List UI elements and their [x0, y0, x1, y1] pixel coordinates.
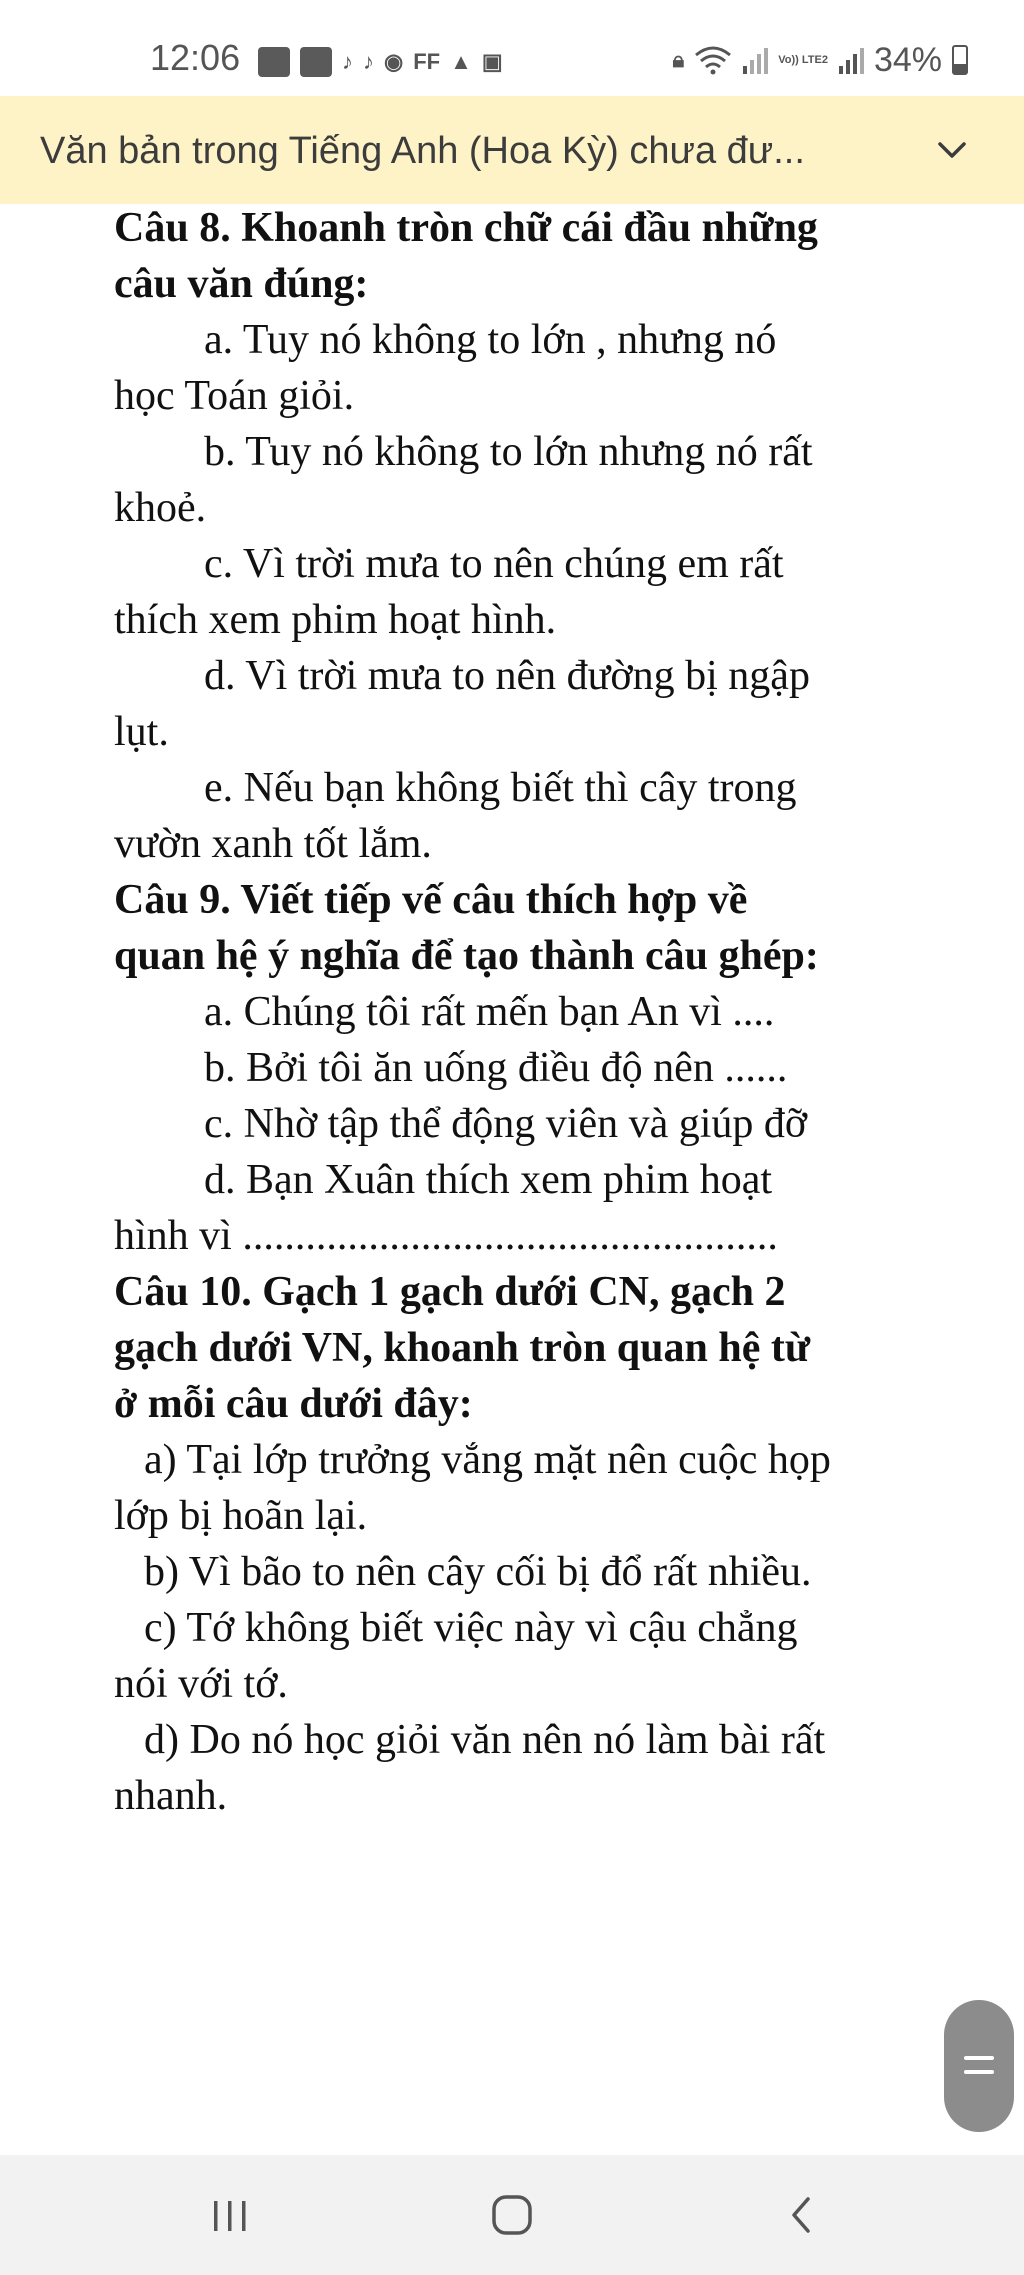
- q8-option-a: học Toán giỏi.: [114, 373, 355, 419]
- lock-icon: 🔒︎: [672, 47, 685, 72]
- vpn-icon: ◉: [384, 49, 404, 74]
- home-icon[interactable]: [482, 2185, 542, 2245]
- q10-title: gạch dưới VN, khoanh tròn quan hệ từ: [114, 1325, 811, 1371]
- q8-title: Câu 8. Khoanh tròn chữ cái đầu những: [114, 205, 818, 251]
- system-icons: [673, 40, 968, 80]
- q8-option-b: b. Tuy nó không to lớn nhưng nó rất: [204, 429, 813, 475]
- q10-sentence-a: a) Tại lớp trưởng vắng mặt nên cuộc họp: [144, 1437, 831, 1483]
- q10-sentence-a: lớp bị hoãn lại.: [114, 1493, 368, 1539]
- signal-icon: [742, 46, 768, 74]
- q9-item-d: hình vì ...................................................: [114, 1213, 778, 1259]
- q8-option-e: vườn xanh tốt lắm.: [114, 821, 432, 867]
- tiktok-icon: ♪: [342, 49, 353, 74]
- signal-icon: [838, 46, 864, 74]
- status-time: 12:06: [150, 37, 241, 78]
- scroll-handle-grip: [964, 2056, 994, 2060]
- q9-title: Câu 9. Viết tiếp vế câu thích hợp về: [114, 877, 748, 923]
- recents-icon[interactable]: [200, 2185, 260, 2245]
- warning-icon: ▲: [450, 49, 472, 74]
- q8-option-c: c. Vì trời mưa to nên chúng em rất: [204, 541, 784, 587]
- image-icon: ▣: [481, 49, 503, 74]
- app-icon: [258, 47, 290, 77]
- q8-option-e: e. Nếu bạn không biết thì cây trong: [204, 765, 797, 811]
- q9-title: quan hệ ý nghĩa để tạo thành câu ghép:: [114, 933, 819, 979]
- q9-item-c: c. Nhờ tập thể động viên và giúp đỡ: [204, 1101, 808, 1147]
- q8-option-c: thích xem phim hoạt hình.: [114, 597, 557, 643]
- navigation-bar: [0, 2155, 1024, 2275]
- scroll-handle[interactable]: [944, 2000, 1014, 2132]
- q10-sentence-b: b) Vì bão to nên cây cối bị đổ rất nhiều.: [144, 1549, 812, 1595]
- q9-item-a: a. Chúng tôi rất mến bạn An vì ....: [204, 989, 775, 1035]
- q9-item-d: d. Bạn Xuân thích xem phim hoạt: [204, 1157, 773, 1203]
- q10-sentence-d: d) Do nó học giỏi văn nên nó làm bài rất: [144, 1717, 826, 1763]
- back-icon[interactable]: [772, 2185, 832, 2245]
- bao-moi-icon: [300, 47, 332, 77]
- ff-icon: FF: [413, 49, 441, 74]
- chevron-down-icon[interactable]: [930, 128, 974, 172]
- status-bar: [0, 0, 1024, 96]
- q10-title: Câu 10. Gạch 1 gạch dưới CN, gạch 2: [114, 1269, 786, 1315]
- q10-title: ở mỗi câu dưới đây:: [114, 1381, 473, 1427]
- q8-option-b: khoẻ.: [114, 485, 207, 531]
- translate-banner[interactable]: [0, 96, 1024, 204]
- tiktok-icon: ♪: [363, 49, 374, 74]
- notification-icons: [258, 44, 503, 80]
- q8-option-a: a. Tuy nó không to lớn , nhưng nó: [204, 317, 777, 363]
- q8-option-d: d. Vì trời mưa to nên đường bị ngập: [204, 653, 810, 699]
- q10-sentence-c: nói với tớ.: [114, 1661, 288, 1707]
- q10-sentence-c: c) Tớ không biết việc này vì cậu chẳng: [144, 1605, 798, 1651]
- battery-icon: [952, 45, 968, 75]
- wifi-icon: [694, 45, 732, 75]
- q10-sentence-d: nhanh.: [114, 1773, 228, 1819]
- translate-banner-text[interactable]: Văn bản trong Tiếng Anh (Hoa Kỳ) chưa đư...: [40, 130, 805, 172]
- q8-option-d: lụt.: [114, 709, 169, 755]
- lte-indicator: Vo)) LTE2: [778, 53, 828, 66]
- battery-level: 34%: [873, 40, 942, 79]
- q8-title: câu văn đúng:: [114, 261, 369, 307]
- scroll-handle-grip: [964, 2070, 994, 2074]
- q9-item-b: b. Bởi tôi ăn uống điều độ nên ......: [204, 1045, 788, 1091]
